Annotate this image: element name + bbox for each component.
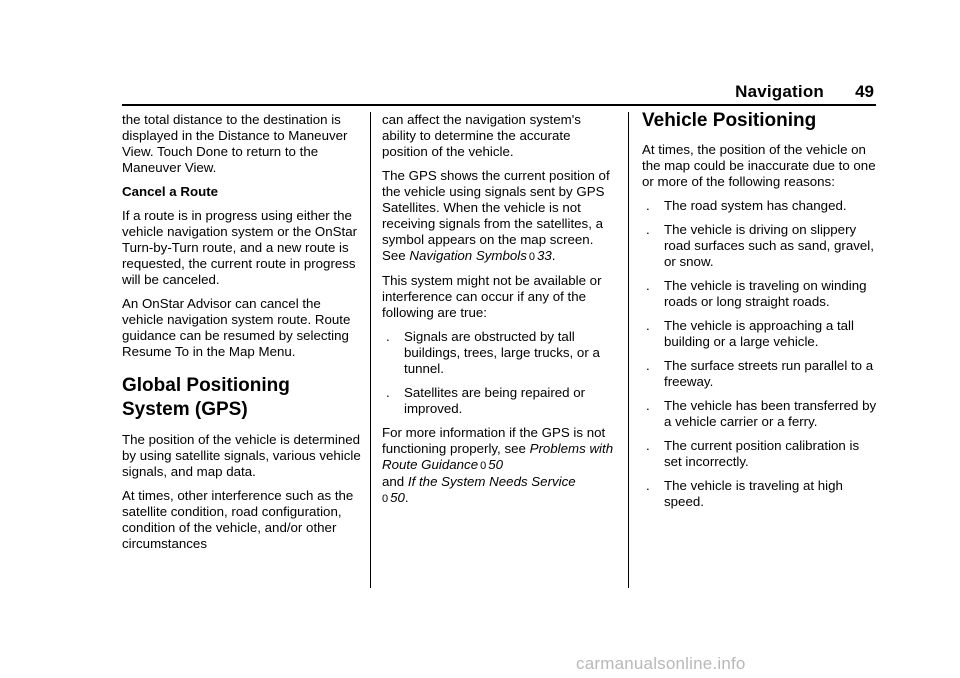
list-item-text: The current position calibration is set incorrectly.	[664, 438, 860, 469]
list-item-text: The vehicle is traveling at high speed.	[664, 478, 843, 509]
paragraph-text: For more information if the GPS is not functioning properly, see	[382, 425, 606, 456]
page-ref-number[interactable]: 33	[537, 248, 552, 263]
page-ref-icon: 0	[480, 460, 487, 472]
list-item-text: The vehicle is traveling on winding roads or long straight roads.	[664, 278, 867, 309]
bullet-icon: .	[386, 385, 390, 400]
list-item	[642, 198, 878, 214]
column-divider-left	[370, 112, 371, 588]
link-problems-route-guidance[interactable]: Problems with Route Guidance	[382, 441, 614, 472]
paragraph: the total distance to the destination is displayed in the Distance to Maneuver View. Touch Done to return to the Maneuver View.	[122, 112, 348, 175]
heading-gps-line2: System (GPS)	[122, 399, 248, 420]
list-item	[382, 329, 618, 377]
paragraph: can affect the navigation system's ability to determine the accurate position of the vehicle.	[382, 112, 581, 159]
bullet-icon: .	[646, 478, 650, 493]
column-middle	[382, 112, 618, 515]
paragraph: This system might not be available or interference can occur if any of the following are true:	[382, 273, 602, 320]
bullet-icon: .	[646, 198, 650, 213]
section-title: Navigation	[735, 82, 824, 101]
column-divider-right	[628, 112, 629, 588]
paragraph: If a route is in progress using either the vehicle navigation system or the OnStar Turn-by-Turn route, and a new route is requested, the current route in progress will be canceled.	[122, 208, 358, 287]
list-item	[642, 438, 878, 470]
bullet-icon: .	[646, 358, 650, 373]
list-item	[642, 398, 878, 430]
bullet-icon: .	[646, 438, 650, 453]
paragraph: An OnStar Advisor can cancel the vehicle navigation system route. Route guidance can be resumed by selecting Resume To in the Map Menu.	[122, 296, 351, 359]
list-item	[642, 278, 878, 310]
watermark: carmanualsonline.info	[576, 654, 746, 673]
bullet-icon: .	[646, 318, 650, 333]
heading-vehicle-positioning: Vehicle Positioning	[642, 110, 817, 131]
page-number: 49	[855, 82, 874, 101]
paragraph: At times, other interference such as the satellite condition, road configuration, condition of the vehicle, and/or other circumstances	[122, 488, 354, 551]
page-header	[122, 82, 876, 104]
column-right	[642, 112, 878, 518]
paragraph: At times, the position of the vehicle on the map could be inaccurate due to one or more of the following reasons:	[642, 142, 876, 189]
list-item	[642, 358, 878, 390]
list-item	[382, 385, 618, 417]
list-item	[642, 222, 878, 270]
list-item-text: The vehicle is approaching a tall building or a large vehicle.	[664, 318, 854, 349]
page-ref-icon: 0	[528, 251, 535, 263]
list-item-text: The road system has changed.	[664, 198, 847, 213]
list-item	[642, 478, 878, 510]
page-ref-number[interactable]: 50	[390, 490, 405, 505]
paragraph: The position of the vehicle is determined by using satellite signals, various vehicle signals, and map data.	[122, 432, 361, 479]
paragraph	[382, 425, 618, 507]
list-item-text: The vehicle is driving on slippery road surfaces such as sand, gravel, or snow.	[664, 222, 874, 269]
bullet-icon: .	[646, 398, 650, 413]
bullet-icon: .	[646, 222, 650, 237]
list-item-text: Signals are obstructed by tall buildings, trees, large trucks, or a tunnel.	[404, 329, 600, 376]
heading-gps	[122, 374, 362, 422]
paragraph-text: The GPS shows the current position of the vehicle using signals sent by GPS Satellites. When the vehicle is not receiving signals from the satellites, a symbol appears on the map screen. See	[382, 168, 610, 263]
list-item-text: The vehicle has been transferred by a vehicle carrier or a ferry.	[664, 398, 877, 429]
list-item-text: Satellites are being repaired or improved.	[404, 385, 586, 416]
paragraph-end: .	[404, 490, 409, 505]
paragraph	[382, 168, 618, 265]
heading-gps-line1: Global Positioning	[122, 375, 290, 396]
bullet-icon: .	[646, 278, 650, 293]
bullet-icon: .	[386, 329, 390, 344]
column-left	[122, 112, 362, 560]
page-ref-icon: 0	[382, 493, 389, 505]
header-rule	[122, 104, 876, 106]
paragraph-end: .	[551, 248, 556, 263]
link-system-needs-service[interactable]: If the System Needs Service	[407, 474, 576, 489]
subheading-cancel-route: Cancel a Route	[122, 184, 219, 199]
link-navigation-symbols[interactable]: Navigation Symbols	[409, 248, 527, 263]
paragraph-text: and	[382, 474, 408, 489]
page-ref-number[interactable]: 50	[488, 457, 504, 472]
list-item-text: The surface streets run parallel to a freeway.	[664, 358, 874, 389]
list-item	[642, 318, 878, 350]
